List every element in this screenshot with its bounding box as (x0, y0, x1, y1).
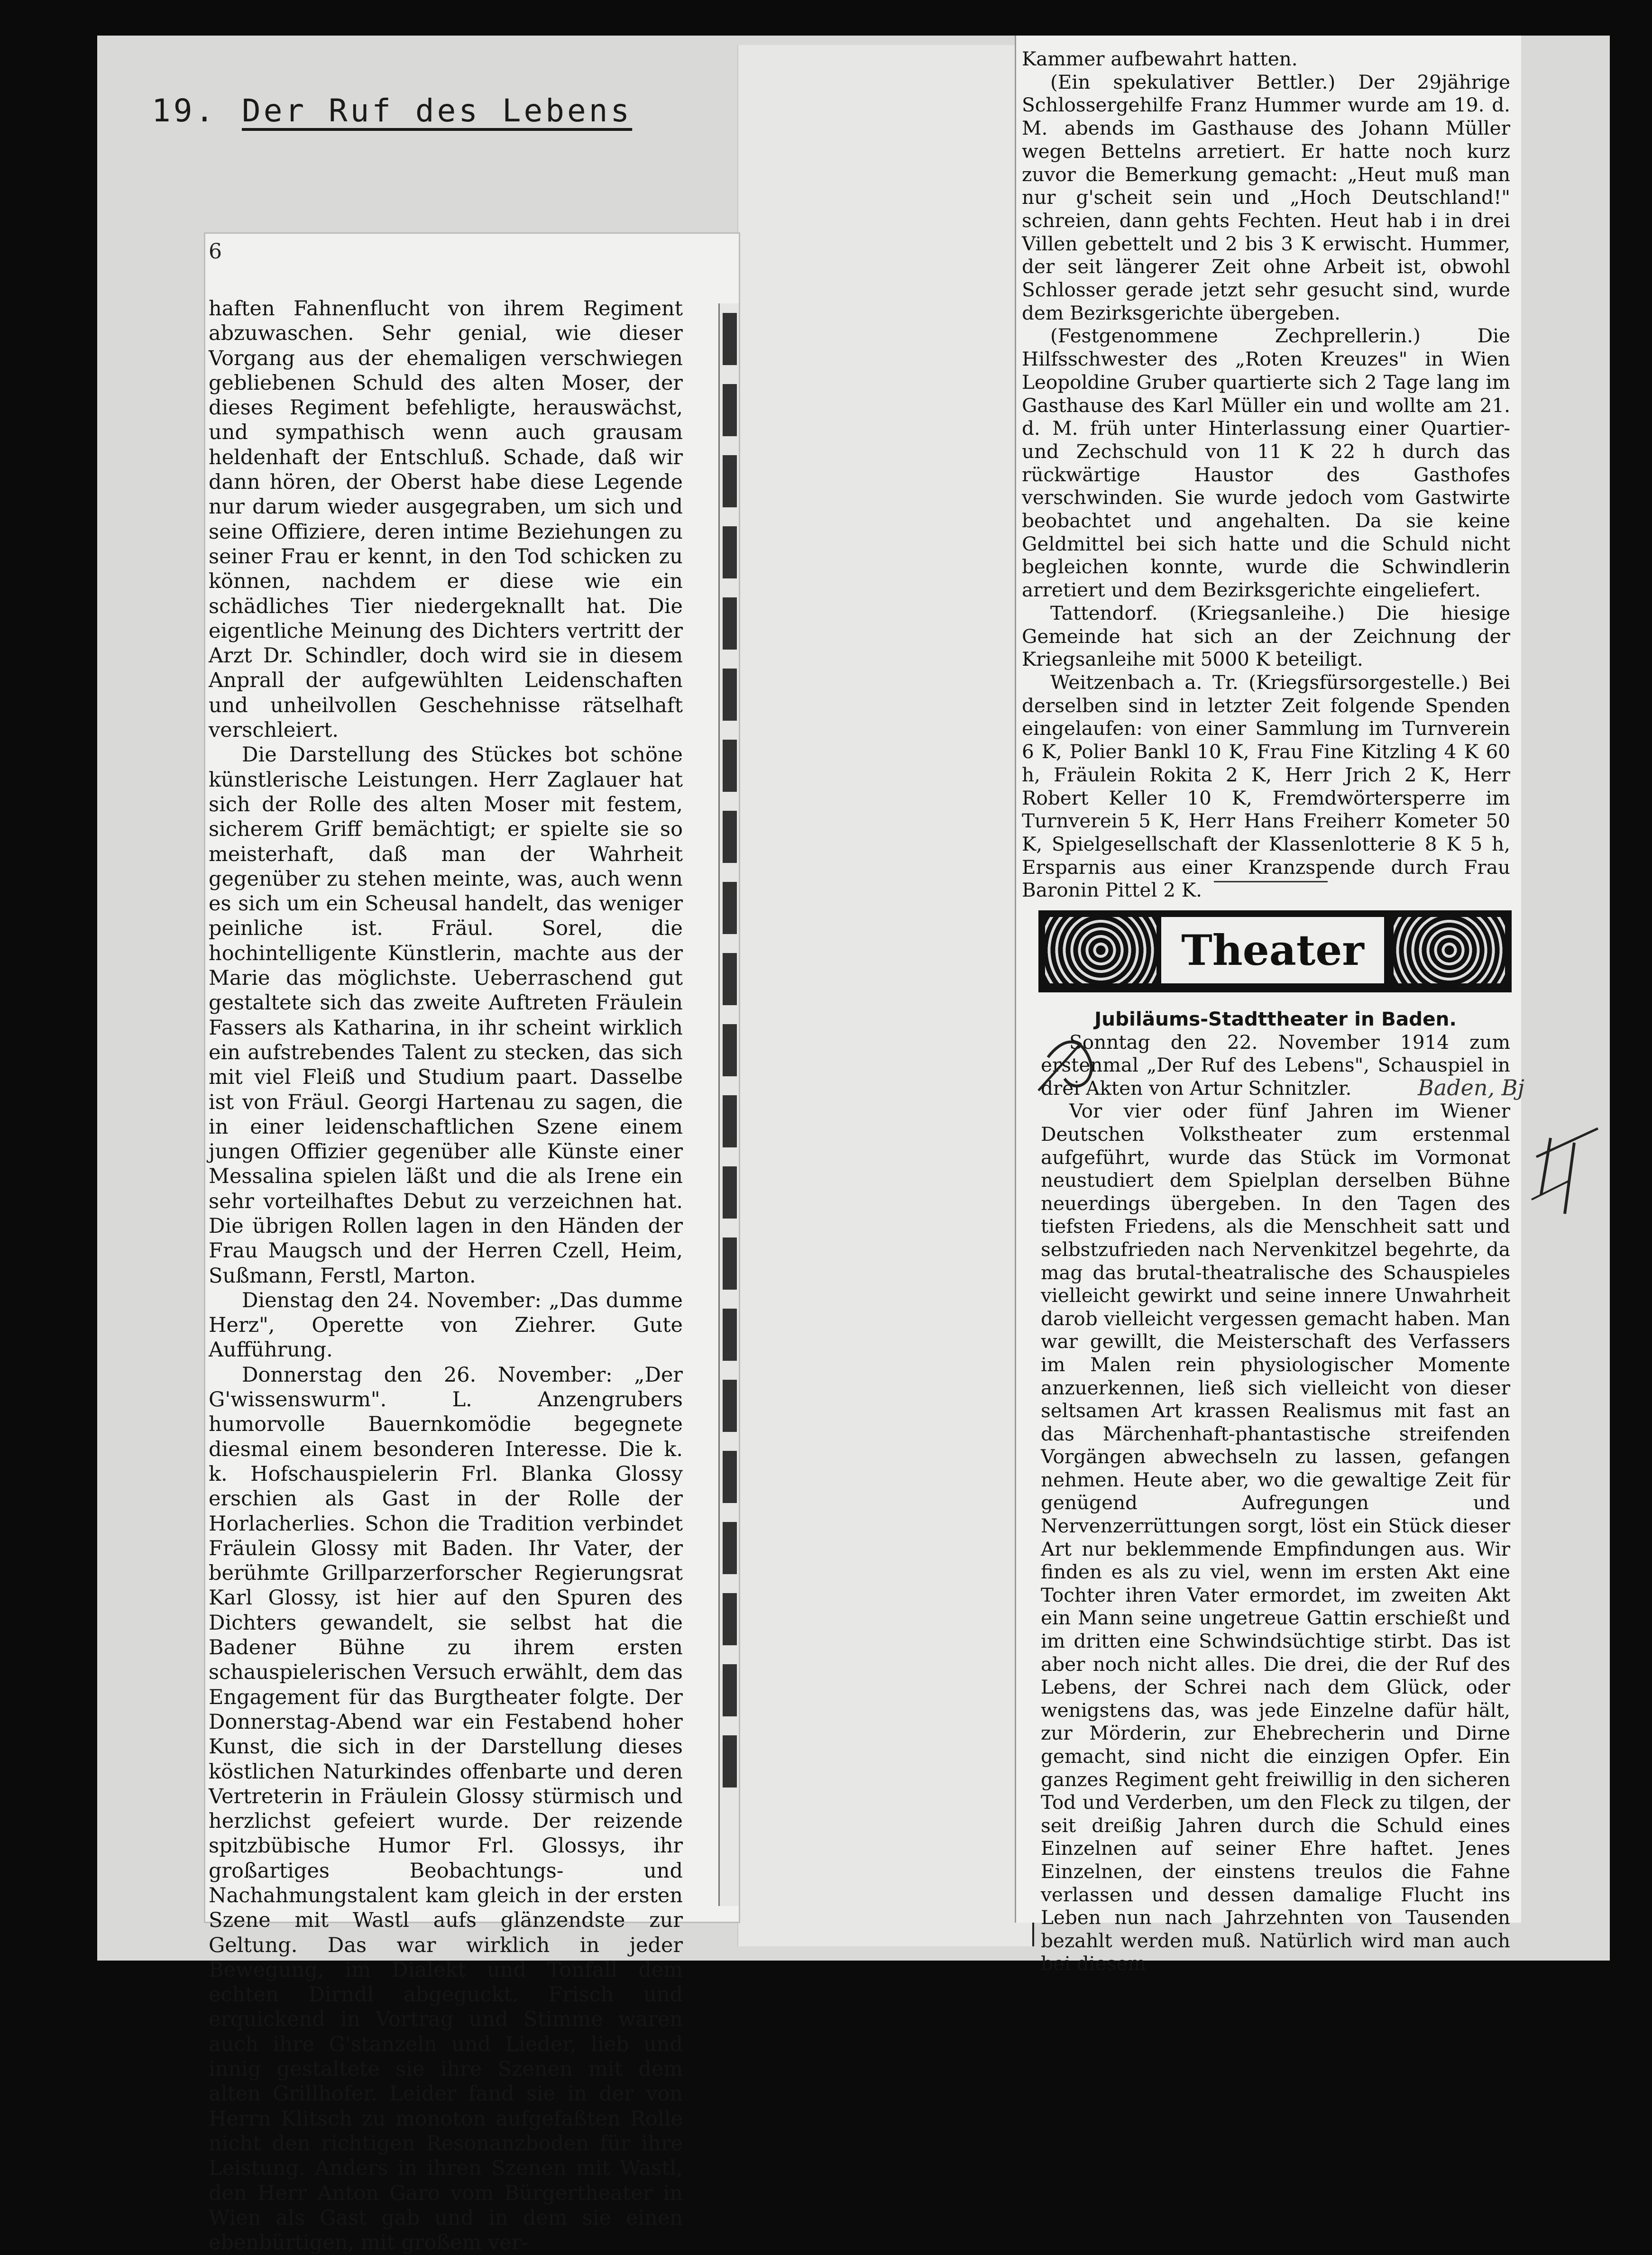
article-paragraph: Donnerstag den 26. November: „Der G'wissenswurm". L. Anzengrubers humorvolle Bauernkomödie begegnete diesmal einem besonderen Interesse. Die k. k. Hofschauspielerin Frl. Blanka Glossy erschien als Gast in der Rolle der Horlacherlies. Schon die Tradition verbindet Fräulein Glossy mit Baden. Ihr Vater, der berühmte Grillparzerforscher Regierungsrat Karl Glossy, ist hier auf den Spuren des Dichters gewandelt, sie selbst hat die Badener Bühne zu ihrem ersten schauspielerischen Versuch erwählt, dem das Engagement für das Burgtheater folgte. Der Donnerstag-Abend war ein Festabend hoher Kunst, die sich in der Darstellung dieses köstlichen Naturkindes offenbarte und deren Vertreterin in Fräulein Glossy stürmisch und herzlichst gefeiert wurde. Der reizende spitzbübische Humor Frl. Glossys, ihr großartiges Beobachtungs- und Nachahmungstalent kam gleich in der ersten Szene mit Wastl aufs glänzendste zur Geltung. Das war wirklich in jeder Bewegung, im Dialekt und Tonfall dem echten Dirndl abgeguckt. Frisch und erquickend in Vortrag und Stimme waren auch ihre G'stanzeln und Lieder, lieb und innig gestaltete sie ihre Szenen mit dem alten Grillhofer. Leider fand sie in der von Herrn Klitsch zu monoton aufgefaßten Rolle nicht den richtigen Resonanzboden für ihre Leistung. Anders in ihren Szenen mit Wastl, den Herr Anton Garo vom Bürgertheater in Wien als Gast gab und in dem sie einen ebenbürtigen, mit großem ver- (209, 1363, 683, 2255)
adjacent-column-edge (718, 303, 739, 1906)
venue-heading: Jubiläums-Stadttheater in Baden. (1094, 1008, 1457, 1030)
review-paragraph: Vor vier oder fünf Jahren im Wiener Deutschen Volkstheater zum erstenmal aufgeführt, wurde das Stück im Vormonat neustudiert dem Spielplan derselben Bühne neuerdings übergeben. In den Tagen des tiefsten Friedens, als die Menschheit satt und selbstzufrieden nach Nervenkitzel begehrte, da mag das brutal-theatralische des Schauspieles vielleicht gewirkt und seine innere Unwahrheit darob vielleicht vergessen gemacht haben. Man war gewillt, die Meisterschaft des Verfassers im Malen rein physiologischer Momente anzuerkennen, ließ sich vielleicht von dieser seltsamen Art krassen Realismus mit fast an das Märchenhaft-phantastische streifenden Vorgängen abwechseln zu lassen, gefangen nehmen. Heute aber, wo die gewaltige Zeit für genügend Aufregungen und Nervenzerrüttungen sorgt, löst ein Stück dieser Art nur beklemmende Empfindungen aus. Wir finden es als zu viel, wenn im ersten Akt eine Tochter ihren Vater ermordet, im zweiten Akt ein Mann seine ungetreue Gattin erschießt und im dritten eine Schwindsüchtige stirbt. Das ist aber noch nicht alles. Die drei, die der Ruf des Lebens, der Schrei nach dem Glück, oder wenigstens das, was jede Einzelne dafür hält, zur Mörderin, zur Ehebrecherin und Dirne gemacht, sind nicht die einzigen Opfer. Ein ganzes Regiment geht freiwillig in den sicheren Tod und Verderben, um den Fleck zu tilgen, der seit dreißig Jahren durch die Schuld eines Einzelnen auf seiner Ehre haftet. Jenes Einzelnen, der einstens treulos die Fahne verlassen und dessen damalige Flucht ins Leben nun nach Jahrzehnten von Tausenden bezahlt werden muß. Natürlich wird man auch bei diesem (1041, 1100, 1510, 1975)
handwritten-note: Baden, Bj (1418, 1075, 1524, 1100)
work-title: Der Ruf des Lebens (242, 92, 633, 129)
left-article-column (209, 296, 683, 2255)
article-paragraph: Die Darstellung des Stückes bot schöne künstlerische Leistungen. Herr Zaglauer hat sich der Rolle des alten Moser mit festem, sicherem Griff bemächtigt; er spielte sie so meisterhaft, daß man der Wahrheit gegenüber zu stehen meinte, was, auch wenn es sich um ein Scheusal handelt, das weniger peinliche ist. Fräul. Sorel, die hochintelligente Künstlerin, machte aus der Marie das möglichste. Ueberraschend gut gestaltete sich das zweite Auftreten Fräulein Fassers als Katharina, in ihr scheint wirklich ein aufstrebendes Talent zu stecken, das sich mit viel Fleiß und Studium paart. Dasselbe ist von Fräul. Georgi Hartenau zu sagen, die in einer leidenschaftlichen Szene einem jungen Offizier gegenüber alle Künste einer Messalina spielen läßt und die als Irene ein sehr vorteilhaftes Debut zu verzeichnen hat. Die übrigen Rollen lagen in den Händen der Frau Maugsch und der Herren Czell, Heim, Sußmann, Ferstl, Marton. (209, 743, 683, 1288)
section-divider (1214, 881, 1328, 882)
ornament-icon (1394, 917, 1505, 983)
banner-title: Theater (1161, 917, 1384, 983)
item-number: 19. (152, 92, 217, 129)
news-paragraph: (Ein spekulativer Bettler.) Der 29jährige Schlossergehilfe Franz Hummer wurde am 19. d. M. abends im Gasthause des Johann Müller wegen Bettelns arretiert. Er hatte noch kurz zuvor die Bemerkung gemacht: „Heut muß man nur g'scheit sein und „Hoch Deutschland!" schreien, dann gehts Fechten. Heut hab i in drei Villen gebettelt und 2 bis 3 K erwischt. Hummer, der seit längerer Zeit ohne Arbeit ist, obwohl Schlosser gerade jetzt sehr gesucht sind, wurde dem Bezirksgerichte übergeben. (1022, 70, 1510, 324)
review-paragraph: Sonntag den 22. November 1914 zum erstenmal „Der Ruf des Lebens", Schauspiel in drei Akten von Artur Schnitzler. (1041, 1030, 1510, 1100)
ornament-icon (1045, 917, 1156, 983)
theater-review-column (1041, 1008, 1510, 1975)
article-paragraph: haften Fahnenflucht von ihrem Regiment abzuwaschen. Sehr genial, wie dieser Vorgang aus der ehemaligen verschwiegen gebliebenen Schuld des alten Moser, der dieses Regiment befehligte, herauswächst, und sympathisch wenn auch grausam heldenhaft der Entschluß. Schade, daß wir dann hören, der Oberst habe diese Legende nur darum wieder ausgegraben, um sich und seine Offiziere, deren intime Beziehungen zu seiner Frau er kennt, in den Tod schicken zu können, nachdem er diese wie ein schädliches Tier niedergeknallt hat. Die eigentliche Meinung des Dichters vertritt der Arzt Dr. Schindler, doch wird sie in diesem Anprall der aufgewühlten Leidenschaften und unheilvollen Geschehnisse rätselhaft verschleiert. (209, 297, 683, 742)
news-paragraph: Weitzenbach a. Tr. (Kriegsfürsorgestelle.) Bei derselben sind in letzter Zeit folgende Spenden eingelaufen: von einer Sammlung im Turnverein 6 K, Polier Bankl 10 K, Frau Fine Kitzling 4 K 60 h, Fräulein Rokita 2 K, Herr Jrich 2 K, Herr Robert Keller 10 K, Fremdwörtersperre im Turnverein 5 K, Herr Hans Freiherr Kometer 50 K, Spielgesellschaft der Klassenlotterie 8 K 5 h, Ersparnis aus einer Kranzspende durch Frau Baronin Pittel 2 K. (1022, 670, 1510, 902)
news-paragraph: Tattendorf. (Kriegsanleihe.) Die hiesige Gemeinde hat sich an der Zeichnung der Kriegsanleihe mit 5000 K beteiligt. (1022, 601, 1510, 671)
mount-backing-strip (737, 45, 1034, 1946)
article-paragraph: Dienstag den 24. November: „Das dumme Herz", Operette von Ziehrer. Gute Aufführung. (209, 1288, 683, 1362)
theater-banner (1038, 910, 1512, 992)
news-paragraph: Kammer aufbewahrt hatten. (1022, 47, 1298, 70)
page-number: 6 (209, 239, 222, 264)
local-news-column (1022, 47, 1510, 902)
news-paragraph: (Festgenommene Zechprellerin.) Die Hilfsschwester des „Roten Kreuzes" in Wien Leopoldine Gruber quartierte sich 2 Tage lang im Gasthause des Karl Müller ein und wollte am 21. d. M. früh unter Hinterlassung einer Quartier- und Zechschuld von 11 K 22 h durch das rückwärtige Haustor des Gasthofes verschwinden. Sie wurde jedoch vom Gastwirte beobachtet und angehalten. Da sie keine Geldmittel bei sich hatte und die Schuld nicht begleichen konnte, wurde die Schwindlerin arretiert und dem Bezirksgerichte eingeliefert. (1022, 324, 1510, 602)
